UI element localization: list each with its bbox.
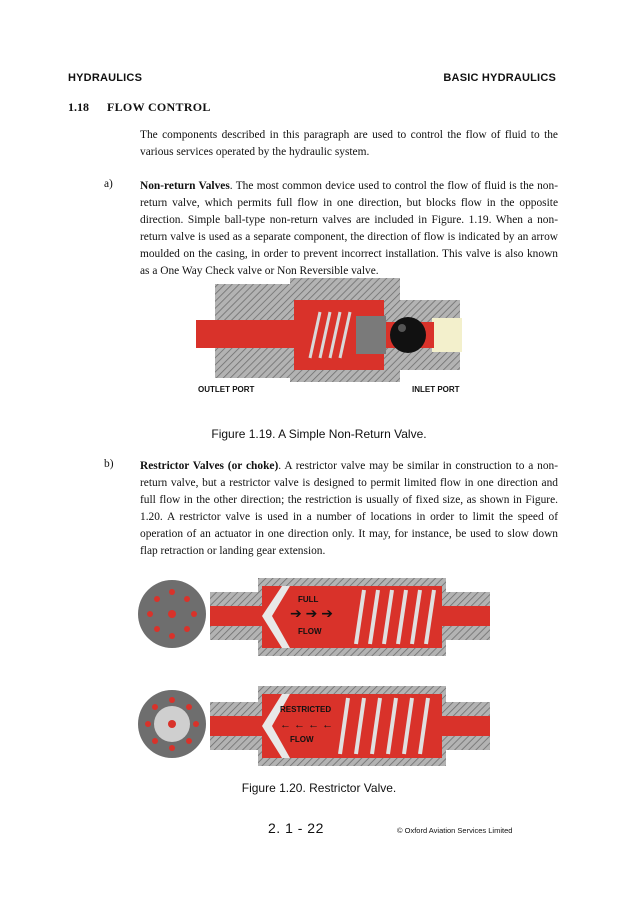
- ball-seat: [356, 316, 386, 354]
- running-header-right: BASIC HYDRAULICS: [443, 72, 556, 84]
- restricted-flow-label: FLOW: [290, 735, 314, 744]
- restrictor-valve-figure: [130, 572, 502, 778]
- item-a-body: . The most common device used to control the flow of fluid is the non-return valve, which permits full flow in one direction, but blocks flow in the opposite direction. Simple ball-type non-return valves are included in Figure. 1.19. When a non-return valve is used as a separate component, the direction of flow is indicated by an arrow moulded on the casing, in order to prevent incorrect installation. This valve is also known as a One Way Check valve or Non Reversible valve.: [140, 180, 558, 277]
- item-b-title: Restrictor Valves (or choke): [140, 460, 279, 472]
- svg-text:➔ ➔ ➔: ➔ ➔ ➔: [290, 605, 333, 621]
- check-ball: [390, 317, 426, 353]
- intro-paragraph: The components described in this paragraph are used to control the flow of fluid to the various services operated by the hydraulic system.: [140, 129, 558, 158]
- item-a-label: a): [104, 178, 113, 190]
- item-b-label: b): [104, 458, 114, 470]
- svg-text:← ← ← ←: ← ← ← ←: [280, 719, 334, 731]
- outlet-passage: [196, 320, 300, 348]
- section-number: 1.18: [68, 100, 89, 114]
- item-b-paragraph: [140, 458, 558, 560]
- figure-19-caption: Figure 1.19. A Simple Non-Return Valve.: [211, 427, 427, 441]
- restricted-label: RESTRICTED: [280, 705, 332, 714]
- full-label: FULL: [298, 595, 319, 604]
- copyright-notice: © Oxford Aviation Services Limited: [397, 826, 513, 835]
- full-flow-label: FLOW: [298, 627, 322, 636]
- restricted-flow-valve: [138, 686, 490, 766]
- page-number: 2. 1 - 22: [268, 820, 324, 836]
- item-a-title: Non-return Valves: [140, 180, 230, 192]
- inlet-fitting: [432, 318, 462, 352]
- section-title: FLOW CONTROL: [107, 100, 211, 114]
- full-flow-valve: [138, 578, 490, 656]
- running-header-left: HYDRAULICS: [68, 72, 143, 84]
- non-return-valve-figure: [160, 278, 480, 396]
- item-a-paragraph: [140, 178, 558, 280]
- inlet-port-label: INLET PORT: [412, 385, 460, 394]
- item-b-body: . A restrictor valve may be similar in construction to a non-return valve, but a restrictor valve is designed to permit limited flow in one direction and full flow in the other direction; the restriction is usually of fixed size, as shown in Figure. 1.20. A restrictor valve is used in a number of locations in order to limit the speed of operation of an actuator in one direction only. It may, for instance, be used to slow down flap retraction or landing gear extension.: [140, 460, 558, 557]
- figure-20-caption: Figure 1.20. Restrictor Valve.: [241, 781, 397, 795]
- outlet-port-label: OUTLET PORT: [198, 385, 255, 394]
